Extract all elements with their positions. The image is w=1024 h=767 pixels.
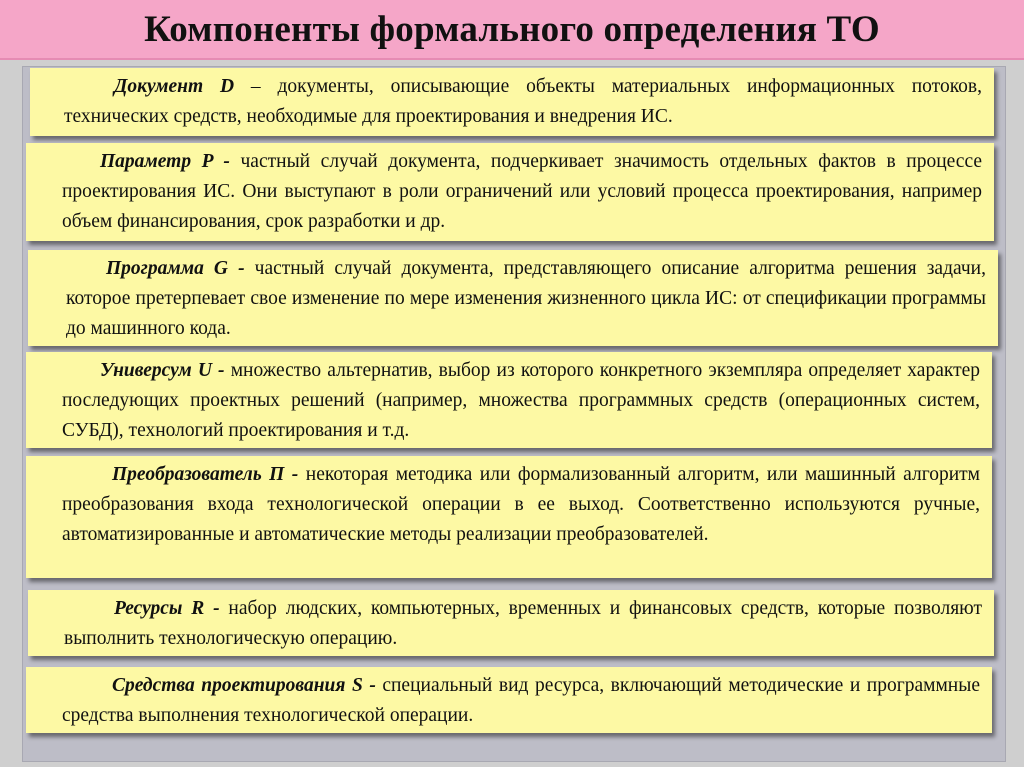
definition-card-resources bbox=[28, 590, 994, 656]
definition-card-document bbox=[30, 68, 994, 136]
definition-term: Средства проектирования S - bbox=[112, 675, 376, 696]
definition-body: некоторая методика или формализованный алгоритм, или машинный алгоритм преобразования входа технологической операции в ее выход. Соответственно используются ручные, автоматизированные и автоматические методы реализации преобразователей. bbox=[62, 464, 981, 545]
definition-body: документы, описывающие объекты материальных информационных потоков, технических средств, необходимые для проектирования и внедрения ИС. bbox=[64, 76, 983, 127]
definition-card-parameter bbox=[26, 143, 994, 241]
definition-text bbox=[62, 671, 980, 731]
definition-card-program bbox=[28, 250, 998, 346]
slide-title: Компоненты формального определения ТО bbox=[144, 8, 880, 50]
definition-text: Документ D – документы, описывающие объекты материальных информационных потоков, технических средств, необходимые для проектирования и внедрения ИС. bbox=[64, 76, 983, 127]
definition-term: Программа G - bbox=[106, 258, 245, 279]
definition-body: специальный вид ресурса, включающий методические и программные средства выполнения технологической операции. bbox=[62, 675, 980, 726]
definition-card-transformer bbox=[26, 456, 992, 578]
definition-body: множество альтернатив, выбор из которого конкретного экземпляра определяет характер последующих проектных решений (например, множества программных средств (операционных систем, СУБД), технологий проектирования и т.д. bbox=[62, 360, 981, 441]
definition-term: Документ D bbox=[114, 76, 235, 97]
definition-card-universe bbox=[26, 352, 992, 448]
definition-term: Параметр P - bbox=[100, 151, 230, 172]
definition-body: набор людских, компьютерных, временных и финансовых средств, которые позволяют выполнить технологическую операцию. bbox=[64, 598, 982, 649]
definition-card-design-tools bbox=[26, 667, 992, 733]
definition-text bbox=[64, 594, 982, 654]
definition-body: частный случай документа, представляющего описание алгоритма решения задачи, которое претерпевает свое изменение по мере изменения жизненного цикла ИС: от спецификации программы до машинного кода. bbox=[66, 258, 986, 339]
definition-text bbox=[66, 254, 986, 344]
title-bar bbox=[0, 0, 1024, 60]
definition-text bbox=[62, 460, 980, 550]
definition-term: Ресурсы R - bbox=[114, 598, 220, 619]
definition-body: частный случай документа, подчеркивает значимость отдельных фактов в процессе проектирования ИС. Они выступают в роли ограничений или условий процесса проектирования, например объем финансирования, срок разработки и др. bbox=[62, 151, 983, 232]
definition-term: Универсум U - bbox=[100, 360, 225, 381]
definition-text bbox=[62, 356, 980, 446]
definition-term: Преобразователь П - bbox=[112, 464, 299, 485]
definition-text bbox=[62, 147, 982, 237]
